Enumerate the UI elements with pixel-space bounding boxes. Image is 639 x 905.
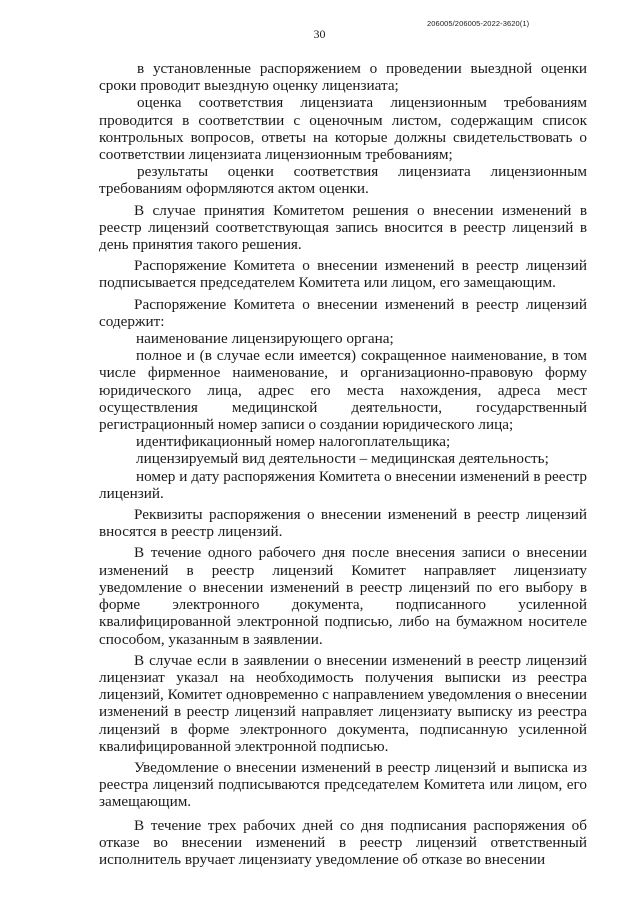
paragraph: оценка соответствия лицензиата лицензионным требованиям проводится в соответствии с оценочным листом, содержащим список контрольных вопросов, ответы на которые должны свидетельствовать о соответствии лицензиата лицензионным требованиям; [99,94,587,164]
document-body [99,60,587,868]
paragraph: Реквизиты распоряжения о внесении изменений в реестр лицензий вносятся в реестр лицензий. [99,506,587,541]
paragraph: Распоряжение Комитета о внесении изменений в реестр лицензий содержит: [99,295,587,330]
paragraph: в установленные распоряжением о проведении выездной оценки сроки проводит выездную оценку лицензиата; [99,60,587,95]
paragraph: идентификационный номер налогоплательщика; [136,433,451,451]
paragraph: Уведомление о внесении изменений в реестр лицензий и выписка из реестра лицензий подписываются председателем Комитета или лицом, его замещающим. [99,758,587,811]
paragraph: В течение одного рабочего дня после внесения записи о внесении изменений в реестр лицензий Комитет направляет лицензиату уведомление о внесении изменений в реестр лицензий по его выбору в форме электронного документа, подписанного усиленной квалифицированной электронной подписью, либо на бумажном носителе способом, указанным в заявлении. [99,544,587,648]
paragraph: номер и дату распоряжения Комитета о внесении изменений в реестр лицензий. [99,467,587,502]
paragraph: В случае если в заявлении о внесении изменений в реестр лицензий лицензиат указал на необходимость получения выписки из реестра лицензий, Комитет одновременно с направлением уведомления о внесении изменений в реестр лицензий направляет лицензиату выписку из реестра лицензий в форме электронного документа, подписанную усиленной квалифицированной электронной подписью. [99,651,587,755]
paragraph: наименование лицензирующего органа; [136,330,394,348]
paragraph: В случае принятия Комитетом решения о внесении изменений в реестр лицензий соответствующая запись вносится в реестр лицензий в день принятия такого решения. [99,201,587,254]
paragraph: Распоряжение Комитета о внесении изменений в реестр лицензий подписывается председателем Комитета или лицом, его замещающим. [99,257,587,292]
page-number: 30 [313,27,326,41]
paragraph: результаты оценки соответствия лицензиата лицензионным требованиям оформляются актом оценки. [99,163,587,198]
paragraph: лицензируемый вид деятельности – медицинская деятельность; [136,450,549,468]
paragraph: полное и (в случае если имеется) сокращенное наименование, в том числе фирменное наименование, и организационно-правовую форму юридического лица, адрес его места нахождения, адреса мест осуществления медицинской деятельности, государственный регистрационный номер записи о создании юридического лица; [99,347,587,434]
paragraph: В течение трех рабочих дней со дня подписания распоряжения об отказе во внесении изменений в реестр лицензий ответственный исполнитель вручает лицензиату уведомление об отказе во внесении [99,816,587,868]
document-id: 206005/206005-2022-3620(1) [427,19,530,28]
